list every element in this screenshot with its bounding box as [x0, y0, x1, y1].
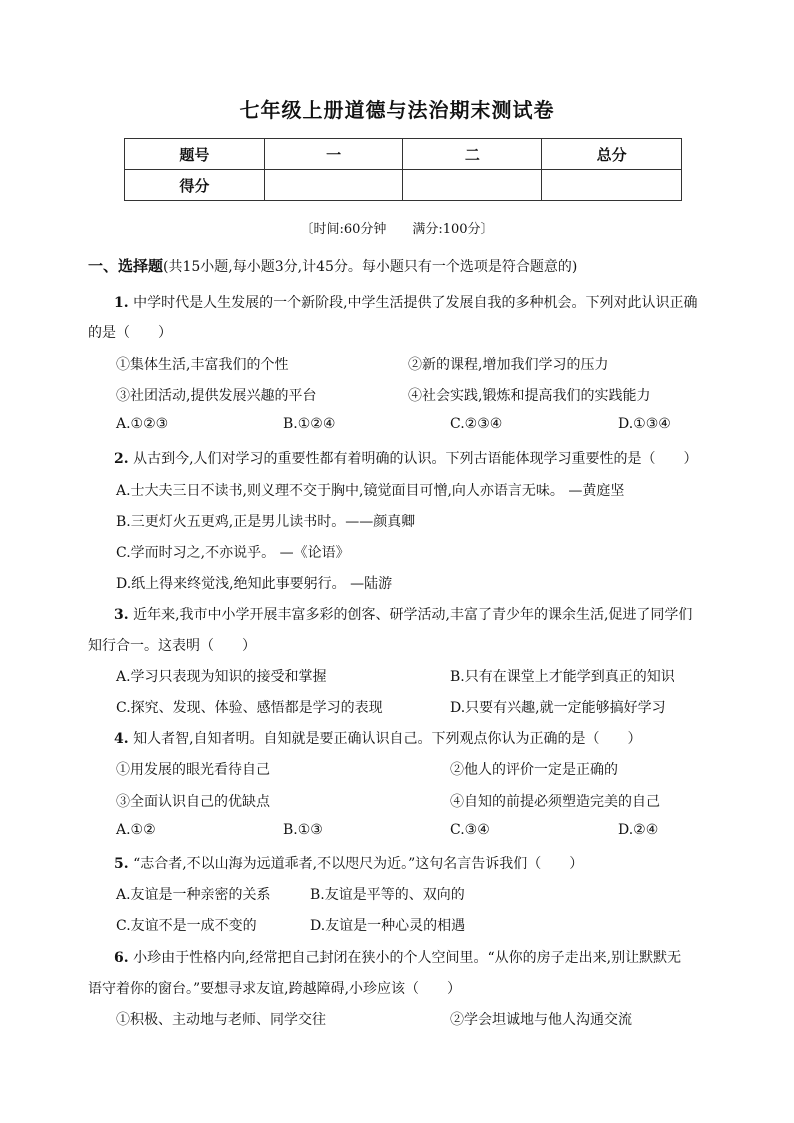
- answer-choice[interactable]: C.学而时习之,不亦说乎。 —《论语》: [116, 545, 350, 561]
- question-number: 4.: [114, 731, 129, 747]
- question-text: 中学时代是人生发展的一个新阶段,中学生活提供了发展自我的多种机会。下列对此认识正确: [133, 295, 698, 311]
- answer-choice[interactable]: A.友谊是一种亲密的关系: [116, 887, 271, 903]
- question-text-continued: 的是（ ）: [88, 325, 172, 341]
- question-number: 6.: [114, 950, 129, 966]
- question-stem: [114, 728, 642, 748]
- question-number: 1.: [114, 295, 129, 311]
- answer-choice[interactable]: D.②④: [618, 822, 659, 838]
- question-number: 3.: [114, 607, 129, 623]
- answer-choice[interactable]: B.①②④: [283, 416, 336, 432]
- answer-choice[interactable]: B.只有在课堂上才能学到真正的知识: [450, 669, 675, 685]
- answer-choice[interactable]: C.②③④: [450, 416, 503, 432]
- answer-choice[interactable]: D.友谊是一种心灵的相遇: [310, 918, 466, 934]
- statement-item: ④自知的前提必须塑造完美的自己: [450, 794, 660, 810]
- score-table: [124, 138, 682, 201]
- answer-choice[interactable]: A.学习只表现为知识的接受和掌握: [116, 669, 327, 685]
- question-text: 近年来,我市中小学开展丰富多彩的创客、研学活动,丰富了青少年的课余生活,促进了同学们: [133, 607, 693, 623]
- question-stem: [114, 448, 698, 468]
- answer-choice[interactable]: A.①②③: [116, 416, 169, 432]
- table-cell: 得分: [125, 170, 265, 201]
- score-input-cell[interactable]: [542, 170, 682, 201]
- table-cell: 一: [264, 139, 403, 170]
- section-note: (共15小题,每小题3分,计45分。每小题只有一个选项是符合题意的): [163, 259, 578, 275]
- score-input-cell[interactable]: [403, 170, 542, 201]
- page-title: 七年级上册道德与法治期末测试卷: [239, 98, 555, 122]
- answer-choice[interactable]: A.士大夫三日不读书,则义理不交于胸中,镜觉面目可憎,向人亦语言无味。 —黄庭坚: [116, 483, 625, 499]
- question-stem: [114, 292, 698, 312]
- statement-item: ②新的课程,增加我们学习的压力: [408, 357, 609, 373]
- question-stem: [114, 947, 681, 967]
- score-input-cell[interactable]: [264, 170, 403, 201]
- question-text: “志合者,不以山海为远道乖者,不以咫尺为近。”这句名言告诉我们（ ）: [133, 856, 584, 872]
- answer-choice[interactable]: D.①③④: [618, 416, 671, 432]
- statement-item: ②他人的评价一定是正确的: [450, 762, 618, 778]
- question-text: 小珍由于性格内向,经常把自己封闭在狭小的个人空间里。“从你的房子走出来,别让默默无: [133, 950, 682, 966]
- question-number: 5.: [114, 856, 129, 872]
- statement-item: ④社会实践,锻炼和提高我们的实践能力: [408, 388, 651, 404]
- question-number: 2.: [114, 451, 129, 467]
- answer-choice[interactable]: C.友谊不是一成不变的: [116, 918, 257, 934]
- statement-item: ①集体生活,丰富我们的个性: [116, 357, 289, 373]
- question-stem: [114, 604, 692, 624]
- answer-choice[interactable]: B.三更灯火五更鸡,正是男儿读书时。——颜真卿: [116, 514, 416, 530]
- section-title: 一、选择题: [88, 257, 164, 275]
- section-heading: [88, 255, 577, 276]
- answer-choice[interactable]: B.友谊是平等的、双向的: [310, 887, 465, 903]
- statement-item: ①积极、主动地与老师、同学交往: [116, 1012, 326, 1028]
- answer-choice[interactable]: D.只要有兴趣,就一定能够搞好学习: [450, 700, 666, 716]
- answer-choice[interactable]: C.探究、发现、体验、感悟都是学习的表现: [116, 700, 383, 716]
- question-text-continued: 知行合一。这表明（ ）: [88, 638, 256, 654]
- answer-choice[interactable]: D.纸上得来终觉浅,绝知此事要躬行。 —陆游: [116, 576, 393, 592]
- statement-item: ③全面认识自己的优缺点: [116, 794, 270, 810]
- statement-item: ③社团活动,提供发展兴趣的平台: [116, 388, 317, 404]
- table-cell: 题号: [125, 139, 265, 170]
- answer-choice[interactable]: B.①③: [283, 822, 323, 838]
- question-stem: [114, 853, 583, 873]
- answer-choice[interactable]: A.①②: [116, 822, 156, 838]
- statement-item: ②学会坦诚地与他人沟通交流: [450, 1012, 632, 1028]
- question-text: 从古到今,人们对学习的重要性都有着明确的认识。下列古语能体现学习重要性的是（ ）: [133, 451, 698, 467]
- exam-meta: 〔时间:60分钟 满分:100分〕: [300, 222, 494, 237]
- table-cell: 二: [403, 139, 542, 170]
- table-row: [125, 139, 682, 170]
- statement-item: ①用发展的眼光看待自己: [116, 762, 270, 778]
- question-text: 知人者智,自知者明。自知就是要正确认识自己。下列观点你认为正确的是（ ）: [133, 731, 642, 747]
- table-cell: 总分: [542, 139, 682, 170]
- question-text-continued: 语守着你的窗台。”要想寻求友谊,跨越障碍,小珍应该（ ）: [88, 981, 462, 997]
- answer-choice[interactable]: C.③④: [450, 822, 490, 838]
- table-row: [125, 170, 682, 201]
